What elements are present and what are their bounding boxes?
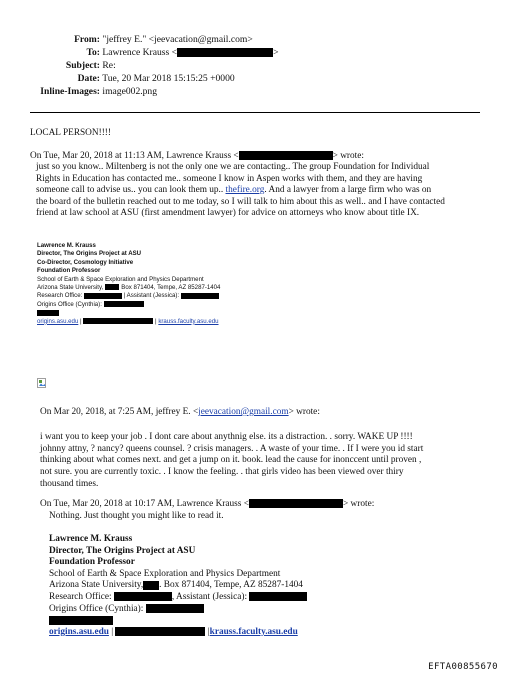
- inline-images-row: [30, 85, 279, 98]
- reply-intro-a: On Mar 20, 2018, at 7:25 AM, jeffrey E. <: [40, 407, 199, 417]
- date-label: Date:: [77, 73, 100, 84]
- reply-line: i want you to keep your job . I dont care about anythnig else. its a distraction. . sorry. WAKE UP !!!!: [40, 432, 413, 442]
- quote2-text: Nothing. Just thought you might like to read it.: [49, 511, 224, 521]
- redaction-box: [83, 318, 153, 324]
- reply-body: [40, 432, 423, 491]
- reply-line: johnny attny, ? nancy? queens counsel. ? crisis managers. . A waste of your time. . If I were you id start: [40, 443, 424, 454]
- sig-sep: |: [155, 317, 157, 325]
- redaction-box: [181, 293, 219, 299]
- redaction-box: [249, 499, 343, 508]
- reply-line: not sure. you are currently toxic. . I know the feeling. . that girls video has been viewed over thiry: [40, 467, 404, 478]
- inline-images-label: Inline-Images:: [40, 86, 100, 97]
- sig-title: Director, The Origins Project at ASU: [37, 250, 142, 258]
- quote1-intro: [30, 151, 364, 163]
- redaction-box: [114, 592, 172, 601]
- sig-title: Director, The Origins Project at ASU: [49, 545, 196, 556]
- subject-value: Re:: [102, 60, 116, 71]
- redaction-box: [177, 48, 273, 57]
- sig-title: Co-Director, Cosmology Initiative: [37, 258, 134, 266]
- quote2-intro: [40, 499, 374, 511]
- reply-line: thinking about what comes next. and get a jump on it. book. lead the cause for inonccent until proven ,: [40, 455, 422, 466]
- sig-office-row: [37, 292, 220, 300]
- redaction-box: [239, 151, 333, 160]
- sig-school: School of Earth & Space Exploration and Physics Department: [49, 568, 281, 579]
- from-value: "jeffrey E." <jeevacation@gmail.com>: [102, 34, 253, 45]
- origins-link[interactable]: origins.asu.edu: [37, 317, 79, 325]
- from-row: [30, 33, 279, 46]
- sig-redacted-row: [37, 309, 220, 317]
- sig-sep: |: [80, 317, 82, 325]
- from-label: From:: [74, 34, 100, 45]
- sig-name: Lawrence M. Krauss: [37, 242, 96, 249]
- email-header: [30, 33, 279, 98]
- sig-office-row: [49, 592, 307, 604]
- quote2-intro-b: > wrote:: [342, 499, 375, 509]
- header-divider: [30, 112, 480, 113]
- to-value: Lawrence Krauss <: [102, 47, 178, 58]
- jeevacation-link[interactable]: jeevacation@gmail.com: [198, 407, 289, 417]
- sig-title: Foundation Professor: [37, 267, 101, 275]
- subject-label: Subject:: [65, 60, 100, 71]
- signature-large: [49, 534, 307, 638]
- local-person-text: LOCAL PERSON!!!!: [30, 128, 111, 138]
- quote1-body: [36, 162, 486, 220]
- redaction-box: [143, 581, 159, 590]
- sig-address-a: Arizona State University,: [37, 284, 104, 292]
- sig-name: Lawrence M. Krauss: [49, 534, 133, 544]
- sig-origins-label: Origins Office (Cynthia):: [49, 603, 144, 614]
- date-row: [30, 72, 279, 85]
- sig-address-b: . Box 871404, Tempe, AZ 85287-1404: [159, 580, 303, 591]
- quote1-line: the board of the bulletin reached out to me today, so I will talk to him about this as well.. and I have contacted: [36, 196, 445, 207]
- sig-origins-label: Origins Office (Cynthia):: [37, 300, 102, 308]
- redaction-box: [37, 310, 59, 316]
- quote1-intro-text: On Tue, Mar 20, 2018 at 11:13 AM, Lawrence Krauss <: [30, 151, 239, 161]
- sig-research-label: Research Office:: [37, 292, 83, 300]
- sig-address: [49, 580, 307, 592]
- redaction-box: [84, 293, 122, 299]
- redaction-box: [104, 301, 144, 307]
- krauss-link[interactable]: krauss.faculty.asu.edu: [209, 626, 298, 637]
- to-label: To:: [86, 47, 100, 58]
- quote1-after-link: . And a lawyer from a large firm who was on: [264, 185, 432, 196]
- sig-title: Foundation Professor: [49, 557, 135, 568]
- thefire-link[interactable]: thefire.org: [225, 185, 265, 196]
- to-close: >: [273, 47, 279, 58]
- sig-origins-row: [49, 604, 307, 616]
- sig-address-a: Arizona State University,: [49, 580, 144, 591]
- subject-row: [30, 59, 279, 72]
- sig-address-b: Box 871404, Tempe, AZ 85287-1404: [121, 284, 221, 292]
- document-id: EFTA00855670: [428, 662, 498, 672]
- quote1-intro-end: > wrote:: [332, 151, 364, 161]
- signature-small: [37, 242, 220, 326]
- inline-images-value: image002.png: [102, 86, 158, 97]
- quote1-line: [36, 185, 486, 197]
- quote2-intro-a: On Tue, Mar 20, 2018 at 10:17 AM, Lawrence Krauss <: [40, 499, 249, 509]
- redaction-box: [49, 616, 113, 625]
- quote1-line: Rights in Education has contacted me.. someone I know in Aspen works with them, and they are having: [36, 173, 423, 184]
- redaction-box: [146, 604, 204, 613]
- sig-school: School of Earth & Space Exploration and Physics Department: [37, 275, 204, 283]
- quote1-line-text: someone call to advise us.. you can look them up..: [36, 185, 224, 196]
- sig-redacted-row: [49, 615, 307, 627]
- to-row: [30, 46, 279, 59]
- origins-link[interactable]: origins.asu.edu: [49, 626, 109, 637]
- sig-research-label: Research Office:: [49, 591, 112, 602]
- redaction-box: [115, 627, 205, 636]
- reply-line: thousand times.: [40, 478, 99, 489]
- sig-links-row: [49, 627, 307, 639]
- sig-assistant-label: | Assistant (Jessica):: [123, 292, 180, 300]
- sig-assistant-label: , Assistant (Jessica):: [171, 591, 248, 602]
- date-value: Tue, 20 Mar 2018 15:15:25 +0000: [102, 73, 235, 84]
- sig-sep: |: [111, 626, 114, 637]
- krauss-link[interactable]: krauss.faculty.asu.edu: [158, 317, 219, 325]
- redaction-box: [105, 284, 119, 290]
- broken-image-icon: [37, 375, 47, 385]
- sig-sep: |: [207, 626, 210, 637]
- sig-address: [37, 284, 220, 292]
- redaction-box: [249, 592, 307, 601]
- reply-intro-b: > wrote:: [288, 407, 320, 417]
- quote1-line: friend at law school at ASU (first amendment lawyer) for advice on attorneys who know about title IX.: [36, 208, 420, 219]
- sig-origins-row: [37, 301, 220, 309]
- sig-links-row: [37, 318, 220, 326]
- reply-intro: [40, 407, 320, 419]
- quote1-line: just so you know.. Miltenberg is not the only one we are contacting.. The group Foundation for Individual: [36, 162, 430, 172]
